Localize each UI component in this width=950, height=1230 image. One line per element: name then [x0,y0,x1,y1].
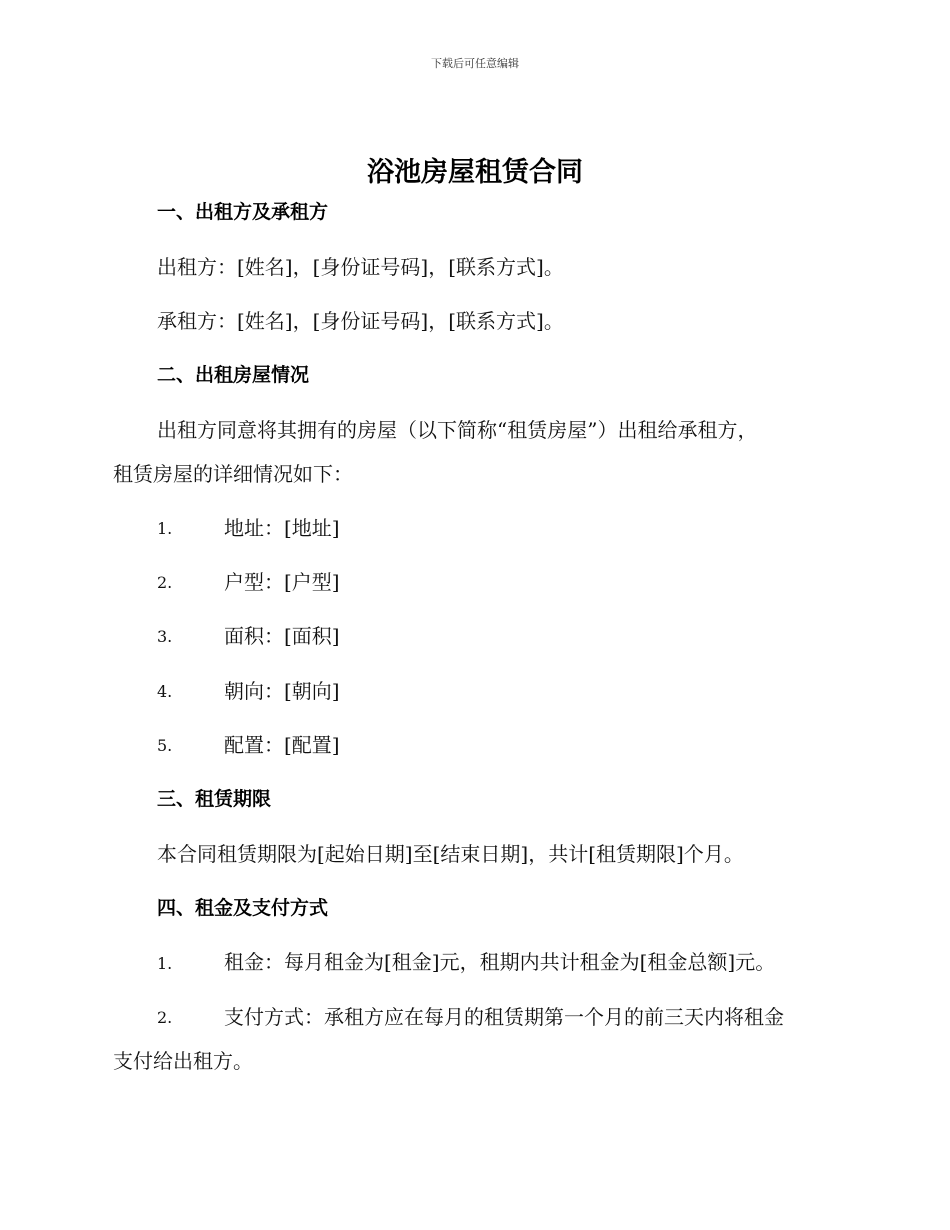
list-item-orientation: 朝向：[朝向] [224,679,340,703]
header-note: 下载后可任意编辑 [431,57,519,70]
section-2-heading: 二、出租房屋情况 [157,364,310,386]
list-item-number: 1. [157,954,173,973]
lessee-line: 承租方：[姓名]，[身份证号码]，[联系方式]。 [157,309,564,333]
lease-term-text: 本合同租赁期限为[起始日期]至[结束日期]，共计[租赁期限]个月。 [157,842,744,866]
list-item-number: 5. [157,736,173,755]
list-item-number: 4. [157,682,173,701]
lessor-line: 出租方：[姓名]，[身份证号码]，[联系方式]。 [157,255,564,279]
section-3-heading: 三、租赁期限 [157,788,272,810]
list-item-area: 面积：[面积] [224,624,340,648]
list-item-number: 3. [157,627,173,646]
list-item-number: 2. [157,1008,173,1027]
section-4-heading: 四、租金及支付方式 [157,897,329,919]
list-item-payment-method: 支付方式：承租方应在每月的租赁期第一个月的前三天内将租金 [224,1005,784,1029]
list-item-configuration: 配置：[配置] [224,733,340,757]
list-item-number: 2. [157,573,173,592]
section-2-intro-line-1: 出租方同意将其拥有的房屋（以下简称“租赁房屋”）出租给承租方， [157,418,758,442]
payment-method-continuation: 支付给出租方。 [113,1049,253,1073]
document-title: 浴池房屋租赁合同 [367,157,583,188]
section-1-heading: 一、出租方及承租方 [157,201,329,223]
list-item-address: 地址：[地址] [224,516,340,540]
list-item-rent: 租金：每月租金为[租金]元，租期内共计租金为[租金总额]元。 [224,950,776,974]
list-item-number: 1. [157,519,173,538]
section-2-intro-line-2: 租赁房屋的详细情况如下： [113,462,353,486]
list-item-layout: 户型：[户型] [224,570,340,594]
